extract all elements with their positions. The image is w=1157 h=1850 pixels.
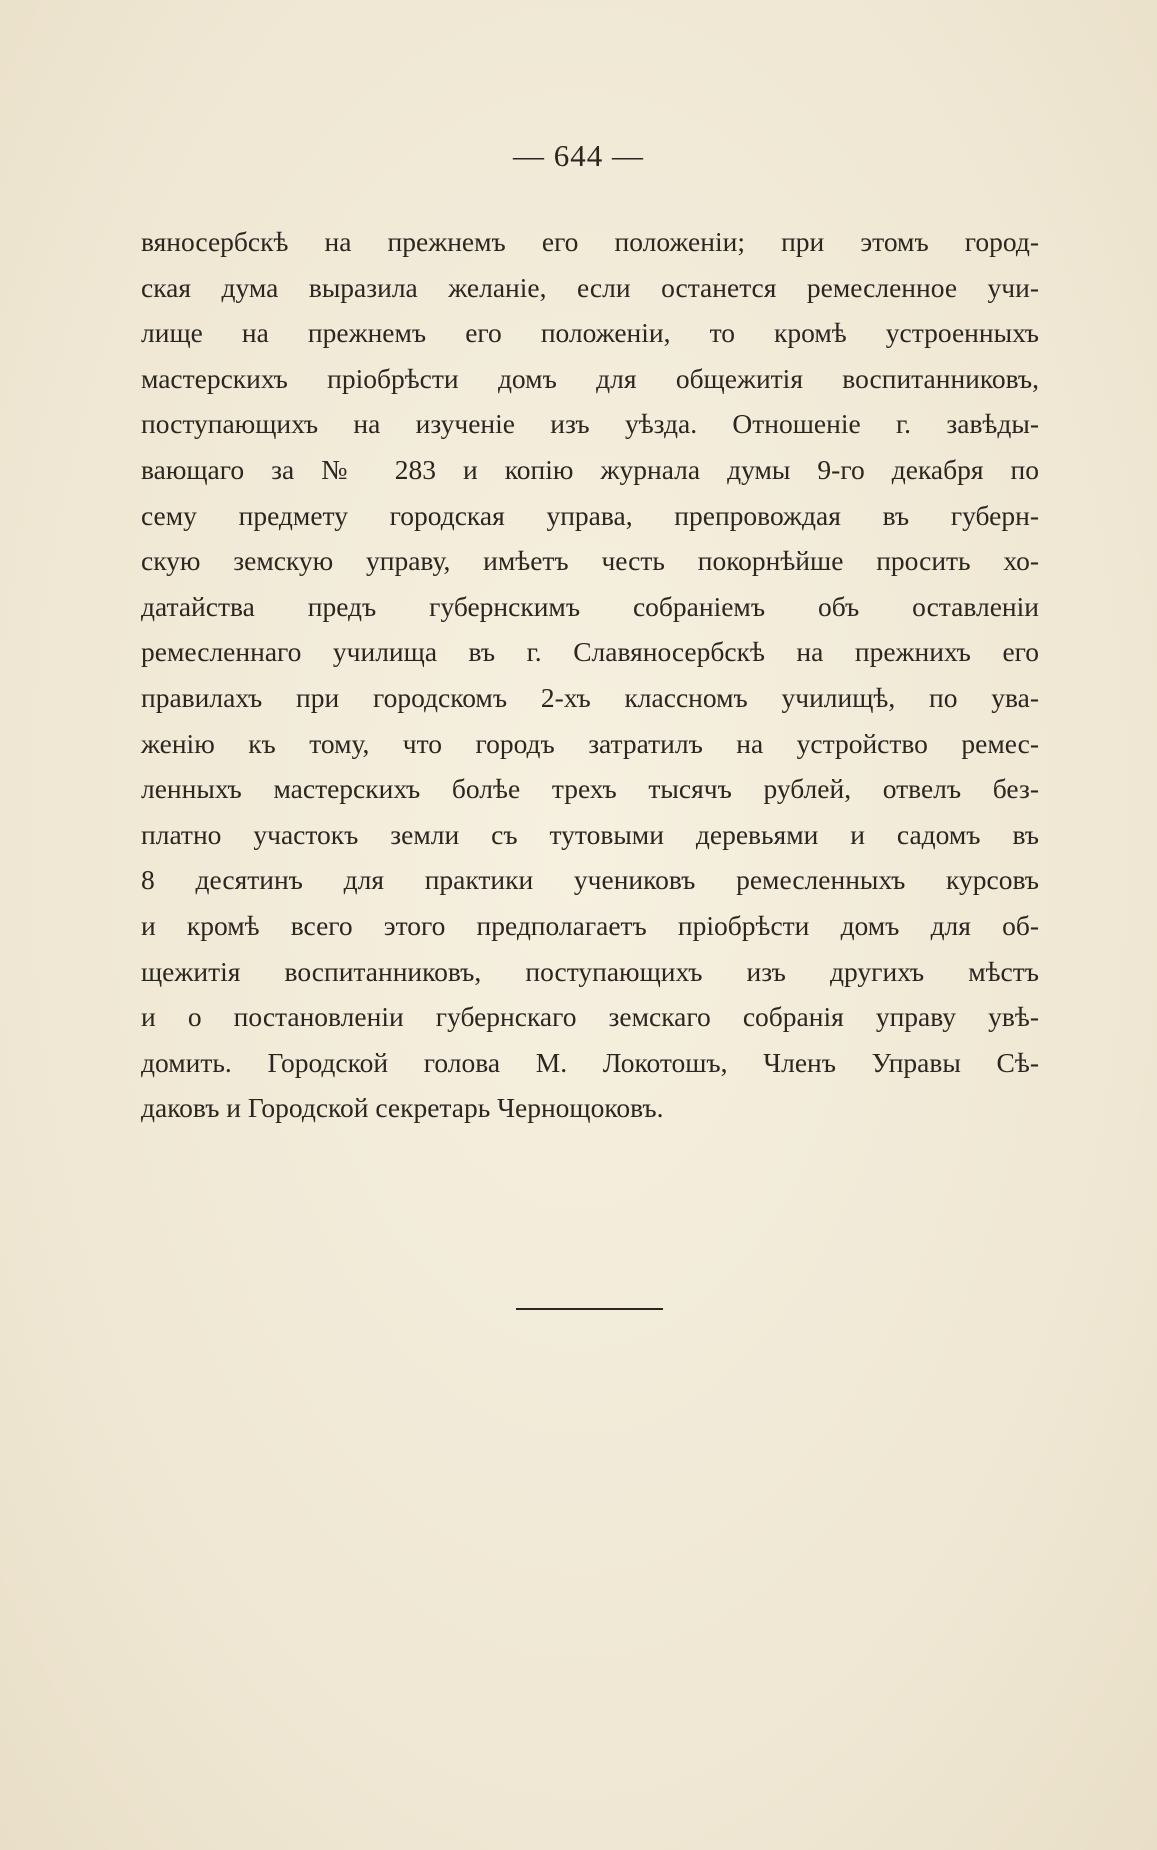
body-text — [141, 219, 1039, 1131]
text-line: ская дума выразила желаніе, если останется ремесленное учи- — [141, 271, 1039, 303]
text-line: и о постановленіи губернскаго земскаго собранія управу увѣ- — [141, 1001, 1039, 1033]
text-line: датайства предъ губернскимъ собраніемъ объ оставленіи — [141, 590, 1039, 622]
text-line: сему предмету городская управа, препровождая въ губерн- — [141, 499, 1039, 531]
text-line: ремесленнаго училища въ г. Славяносербскѣ на прежнихъ его — [141, 636, 1039, 668]
text-line: поступающихъ на изученіе изъ уѣзда. Отношеніе г. завѣды- — [141, 408, 1039, 440]
section-divider — [516, 1308, 663, 1310]
text-line: щежитія воспитанниковъ, поступающихъ изъ другихъ мѣстъ — [141, 955, 1039, 987]
text-line: платно участокъ земли съ тутовыми деревьями и садомъ въ — [141, 818, 1039, 850]
text-line: скую земскую управу, имѣетъ честь покорнѣйше просить хо- — [141, 545, 1039, 577]
text-line: мастерскихъ пріобрѣсти домъ для общежитія воспитанниковъ, — [141, 362, 1039, 394]
text-line: 8 десятинъ для практики учениковъ ремесленныхъ курсовъ — [141, 864, 1039, 896]
page-number: — 644 — — [513, 138, 644, 173]
text-line: лище на прежнемъ его положеніи, то кромѣ устроенныхъ — [141, 317, 1039, 349]
text-line: правилахъ при городскомъ 2-хъ классномъ училищѣ, по ува- — [141, 681, 1039, 713]
text-line: ленныхъ мастерскихъ болѣе трехъ тысячъ рублей, отвелъ без- — [141, 773, 1039, 805]
text-line: и кромѣ всего этого предполагаетъ пріобрѣсти домъ для об- — [141, 909, 1039, 941]
text-line: вяносербскѣ на прежнемъ его положеніи; при этомъ город- — [141, 226, 1039, 257]
text-line: женію къ тому, что городъ затратилъ на устройство ремес- — [141, 727, 1039, 759]
text-line: домить. Городской голова М. Локотошъ, Членъ Управы Сѣ- — [141, 1046, 1039, 1078]
text-line: вающаго за № 283 и копію журнала думы 9-го декабря по — [141, 453, 1039, 485]
text-line: даковъ и Городской секретарь Чернощоковъ. — [141, 1092, 664, 1124]
